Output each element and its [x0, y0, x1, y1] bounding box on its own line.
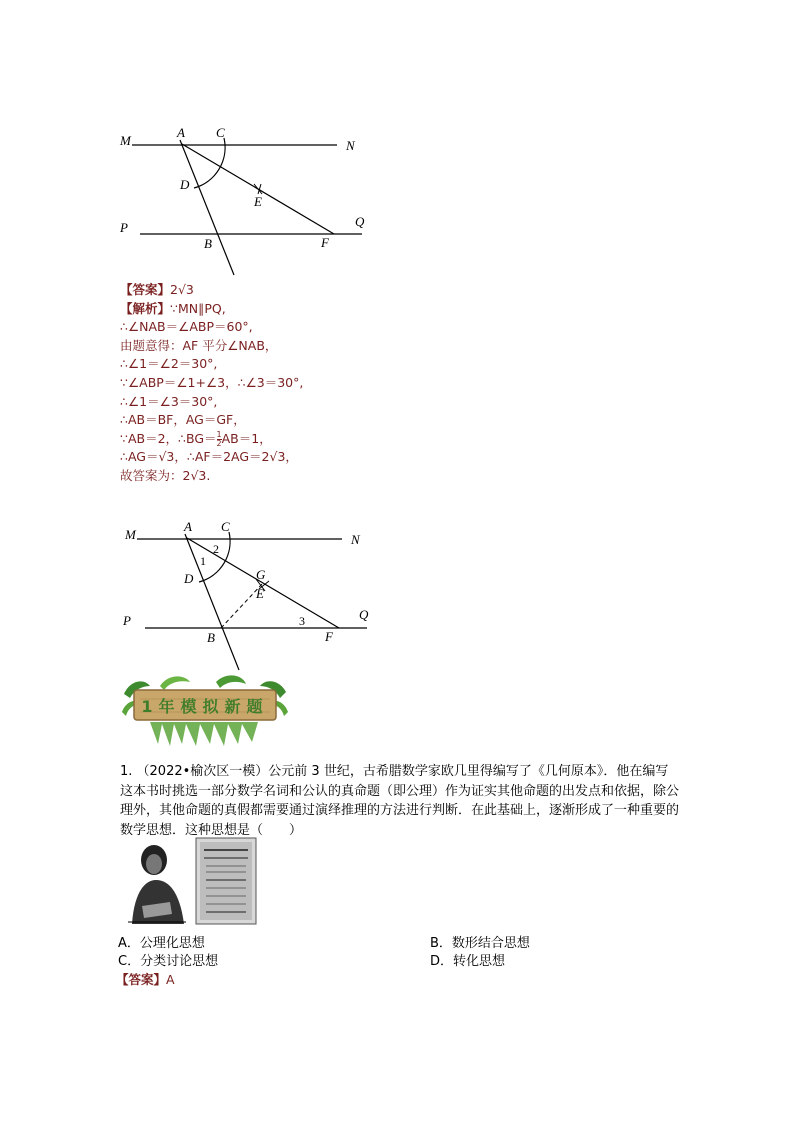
label-b: B [207, 630, 215, 645]
line-ab [180, 140, 234, 275]
geometry-figure-2 [115, 515, 395, 675]
label-a: A [177, 125, 185, 140]
solution-step-ag: ∴AG＝√3，∴AF＝2AG＝2√3， [120, 449, 298, 465]
euclid-images [124, 836, 264, 926]
step8-post: AB＝1， [221, 430, 272, 446]
label-c: C [221, 519, 230, 534]
leaf-decoration-top [160, 676, 190, 690]
solution-step: ∴∠NAB＝∠ABP＝60°, [120, 319, 253, 335]
answer-value: A [166, 972, 175, 987]
label-c: C [216, 125, 225, 140]
line-ab [185, 534, 239, 670]
solution-step: ∴∠1＝∠2＝30°, [120, 356, 218, 372]
elements-book-image [196, 838, 256, 924]
option-a[interactable]: A．公理化思想 [118, 936, 205, 951]
answer-tag: 【答案】 [116, 972, 167, 987]
label-f: F [321, 235, 329, 250]
step8-pre: ∵AB＝2，∴BG＝ [120, 430, 217, 446]
solution-step: 由题意得：AF 平分∠NAB， [120, 337, 278, 353]
euclid-portrait-image [124, 842, 188, 924]
label-e: E [256, 586, 264, 601]
label-n: N [351, 532, 360, 547]
label-d: D [184, 571, 194, 586]
fraction-numerator: 1 [216, 429, 222, 439]
answer-value: 2√3 [170, 282, 194, 297]
label-d: D [180, 177, 190, 192]
solution-step: ∴AB＝BF，AG＝GF， [120, 412, 246, 428]
label-b: B [204, 236, 212, 251]
label-e: E [254, 194, 262, 209]
label-m: M [120, 133, 131, 148]
label-angle-2: 2 [213, 542, 219, 556]
solution-step: ∵∠ABP＝∠1+∠3，∴∠3＝30°, [120, 374, 304, 390]
label-q: Q [359, 607, 369, 622]
label-g: G [256, 567, 266, 582]
analysis-tag: 【解析】 [120, 300, 171, 316]
label-n: N [346, 138, 355, 153]
option-b[interactable]: B．数形结合思想 [430, 936, 530, 951]
section-banner [120, 672, 290, 748]
label-p: P [120, 220, 128, 235]
label-m: M [125, 527, 136, 542]
geometry-figure-1 [110, 120, 390, 280]
option-d[interactable]: D．转化思想 [430, 954, 506, 969]
solution-conclusion: 故答案为：2√3. [120, 467, 211, 483]
grass-decoration [150, 722, 258, 746]
analysis-line [120, 300, 540, 319]
solution-step: ∵MN∥PQ, [170, 300, 226, 316]
label-f: F [325, 629, 333, 644]
solution-step: ∴∠1＝∠3＝30°, [120, 393, 218, 409]
label-a: A [184, 519, 192, 534]
leaf-decoration-top-2 [216, 675, 246, 688]
question-answer [116, 970, 175, 988]
question-1: 1. （2022•榆次区一模）公元前 3 世纪，古希腊数学家欧几里得编写了《几何原本》．他在编写这本书时挑选一部分数学名词和公认的真命题（即公理）作为证实其他命题的出发点和依据，除公理外，其他命题的真假都需要通过演绎推理的方法进行判断．在此基础上，逐渐形成了一种重要的数学思想．这种思想是（ ） [120, 764, 680, 838]
label-q: Q [355, 214, 365, 229]
answer-tag: 【答案】 [120, 282, 171, 297]
label-angle-3: 3 [299, 614, 305, 628]
answer-line [120, 281, 540, 300]
solution [120, 281, 540, 486]
option-c[interactable]: C．分类讨论思想 [118, 954, 219, 969]
label-p: P [123, 613, 131, 628]
banner-text: 1年模拟新题 [141, 697, 269, 716]
label-angle-1: 1 [200, 554, 206, 568]
solution-step-bg [120, 430, 540, 449]
fraction-denominator: 2 [216, 438, 222, 448]
